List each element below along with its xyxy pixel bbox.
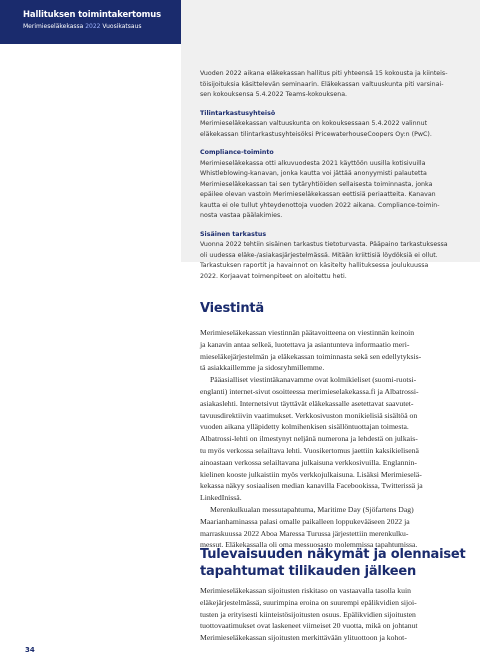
text-line: Merenkulkualan messutapahtuma, Maritime Day (Sjöfartens Dag) [210,504,414,514]
text-line: Merimieseläkekassan viestinnän päätavoitteena on viestinnän keinoin [200,328,415,337]
text-line: kautta ei ole tullut yhteydenottoja vuoden 2022 aikana. Compliance-toimin- [200,201,440,209]
text-line: Merimieseläkekassan sijoitusten merkittävään ylituottoon ja kohot- [200,633,407,643]
text-line: nosta vastaa päälakimies. [200,212,283,219]
text-line: Tarkastuksen raportit ja havainnot on käsitelty hallituksessa joulukuussa [200,262,429,269]
text-line: 2022. Korjaavat toimenpiteet on aloitettu heti. [200,272,347,280]
text-line: eläkekassan tilintarkastusyhteisöksi PricewaterhouseCoopers Oy:n (PwC). [200,130,432,138]
governance-text-column [200,69,458,282]
text-line: oli uudessa eläke-/asiakasjärjestelmässä. Mitään kriittisiä löydöksiä ei ollut. [200,251,438,259]
subtitle-year: 2022 [85,23,101,30]
text-line: sen kokouksensa 5.4.2022 Teams-kokouksena. [200,91,348,98]
text-line: ja kanavin antaa selkeä, luotettava ja asiantunteva informaatio meri- [200,339,410,349]
text-line: vuoden aikana ylläpidetty kolmihenkisen sisällöntuottajan toimesta. [200,422,409,432]
paragraph [200,374,463,504]
heading-line: Tulevaisuuden näkymät ja olennaiset [200,547,466,562]
section-heading-compliance: Compliance-toiminto [200,149,274,156]
text-line: kielinen kooste julkaistiin myös verkkojulkaisuna. Lisäksi Merimieselä- [200,469,422,479]
text-line: kekassa näkyy sosiaalisen median kanavilla Facebookissa, Twitterissä ja [200,481,423,491]
text-line: ainoastaan verkossa selailtavana julkaisuna verkkosivuilla. Englannin- [200,457,417,467]
text-line: marraskuussa 2022 Aboa Maressa Turussa järjestettiin merenkulku- [200,528,409,538]
text-line: Merimieseläkekassa otti alkuvuodesta 2021 käyttöön uusilla kotisivuilla [200,159,426,167]
text-line: tu myös verkossa selailtava lehti. Vuosikertomus jaettiin kaksikielisenä [200,445,419,455]
text-line: LinkedInissä. [200,493,242,503]
header-band [0,0,181,44]
section-heading-internal-audit: Sisäinen tarkastus [200,230,267,238]
heading-line: tapahtumat tilikauden jälkeen [200,564,417,579]
text-line: mieseläkejärjestelmän ja eläkekassan toiminnasta sekä sen edellytyksis- [200,351,422,361]
text-line: Albatrossi-lehti on ilmestynyt neljänä numerona ja lehdestä on julkais- [200,434,418,444]
text-line: tusten ja erityisesti kiinteistösijoitusten osuus. Epälikvidien sijoitusten [200,609,416,619]
paragraph [200,504,463,551]
heading-tulevaisuuden-nakymat [200,546,466,580]
text-line: messut. Eläkekassalla oli oma messuosasto molemmissa tapahtumissa. [200,540,418,550]
subtitle-org: Merimieseläkekassa [23,23,84,30]
text-line: Vuoden 2022 aikana eläkekassan hallitus piti yhteensä 15 kokousta ja kiinteis- [200,70,448,77]
report-section-title: Hallituksen toimintakertomus [23,9,161,19]
text-line: Merimieseläkekassan sijoitusten riskitaso on vastaavalla tasolla kuin [200,586,411,595]
text-line: tä asiakkaillemme ja sidosryhmillemme. [200,363,325,373]
page-number: 34 [25,646,35,654]
heading-viestinta: Viestintä [200,301,264,316]
text-line: tavuusdirektiivin vaatimukset. Verkkosivuston monikielisiä sisältöä on [200,410,418,420]
intro-paragraph [200,69,458,101]
text-line: Merimieseläkekassan tai sen tytäryhtiöiden sellaisesta toiminnasta, jonka [200,180,433,188]
text-line: Merimieseläkekassan valtuuskunta on kokouksessaan 5.4.2022 valinnut [200,120,428,127]
text-line: englanti) internet-sivut osoitteessa merimieselakekassa.fi ja Albatrossi- [200,386,419,396]
section-heading-auditor: Tilintarkastusyhteisö [200,109,276,117]
tulevaisuus-body [200,585,463,644]
text-line: tuottovaatimukset ovat laskeneet viimeiset 20 vuotta, mikä on johtanut [200,621,418,631]
text-line: epäilee olevan vastoin Merimieseläkekassan eettisiä periaatteita. Kanavan [200,191,436,198]
text-line: Maarianhaminassa palasi omalle paikalleen loppukevääseen 2022 ja [200,516,410,526]
text-line: eläkejärjestelmässä, suurimpina eroina on suurempi epälikvidien sijoi- [200,597,417,607]
text-line: Vuonna 2022 tehtiin sisäinen tarkastus tietoturvasta. Pääpaino tarkastuksessa [200,241,448,248]
text-line: asiakaslehti. Internetsivut täyttävät eläkekassalle asetettavat saavutet- [200,398,414,408]
text-line: Pääasialliset viestintäkanavamme ovat kolmikieliset (suomi-ruotsi- [210,375,417,385]
paragraph [200,327,463,374]
text-line: töisijoituksia käsittelevän seminaarin. Eläkekassan valtuuskunta piti varsinai- [200,80,444,88]
text-line: Whistleblowing-kanavan, jonka kautta voi jättää anonyymisti palautetta [200,170,427,177]
viestinta-body [200,327,463,551]
subtitle-label: Vuosikatsaus [102,23,142,30]
report-subtitle [23,23,142,30]
